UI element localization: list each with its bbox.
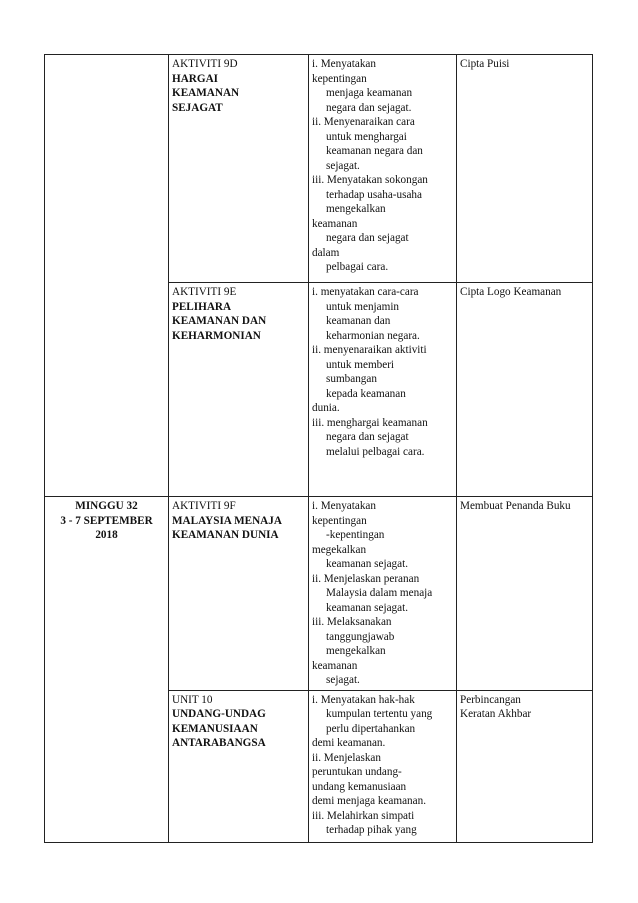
objectives-cell [309, 690, 457, 842]
objective-line: iii. menghargai keamanan [312, 416, 428, 429]
activity-cell [169, 283, 309, 497]
objective-line: sejagat. [326, 674, 360, 686]
objective-line: mengekalkan [326, 645, 386, 657]
objective-line: dalam [312, 246, 340, 259]
activity-title: KEAMANAN [172, 87, 240, 99]
objective-line: untuk memberi [326, 358, 395, 371]
objective-line: sejagat. [326, 159, 360, 172]
objective-line: i. Menyatakan [312, 500, 376, 512]
activity-title: KEMANUSIAAN [172, 722, 258, 735]
activity-code: AKTIVITI 9D [172, 58, 238, 70]
objective-line: negara dan sejagat. [326, 101, 412, 114]
objective-line: -kepentingan [326, 529, 385, 541]
objective-line: peruntukan undang- [312, 766, 402, 778]
objective-line: i. menyatakan cara-cara [312, 286, 419, 298]
objective-line: iii. Melaksanakan [312, 616, 392, 628]
objective-line: keamanan sejagat. [326, 601, 408, 614]
objective-line: dunia. [312, 402, 340, 414]
activity-title: PELIHARA [172, 300, 232, 313]
activity-title: MALAYSIA MENAJA [172, 514, 282, 527]
objective-line: tanggungjawab [326, 630, 395, 643]
lesson-plan-table [44, 54, 593, 843]
activity-title: UNDANG-UNDAG [172, 708, 266, 720]
objective-line: ii. Menjelaskan [312, 751, 381, 764]
task-label: Cipta Logo Keamanan [460, 286, 562, 298]
objective-line: terhadap usaha-usaha [326, 188, 422, 201]
task-cell [457, 690, 593, 842]
objective-line: mengekalkan [326, 203, 386, 215]
objective-line: keamanan negara dan [326, 145, 423, 157]
objective-line: megekalkan [312, 543, 367, 556]
objective-line: keamanan [312, 217, 358, 230]
objective-line: iii. Melahirkan simpati [312, 809, 415, 822]
activity-cell [169, 497, 309, 691]
objective-line: melalui pelbagai cara. [326, 445, 425, 458]
table-row [45, 497, 593, 691]
objective-line: kepada keamanan [326, 387, 406, 400]
objective-line: iii. Menyatakan sokongan [312, 174, 428, 186]
activity-code: UNIT 10 [172, 693, 213, 706]
objective-line: ii. menyenaraikan aktiviti [312, 344, 427, 356]
activity-code: AKTIVITI 9F [172, 500, 236, 512]
task-cell [457, 283, 593, 497]
activity-title: HARGAI [172, 72, 218, 85]
task-label: Perbincangan [460, 693, 521, 706]
activity-title: KEAMANAN DAN [172, 315, 267, 327]
objective-line: sumbangan [326, 373, 377, 385]
objective-line: kepentingan [312, 514, 367, 527]
objective-line: keharmonian negara. [326, 329, 420, 342]
task-label: Cipta Puisi [460, 58, 510, 70]
task-cell [457, 497, 593, 691]
objective-line: ii. Menyenaraikan cara [312, 116, 415, 128]
objective-line: negara dan sejagat [326, 431, 409, 443]
week-label: MINGGU 32 [75, 500, 138, 512]
activity-title: KEHARMONIAN [172, 329, 261, 342]
objective-line: pelbagai cara. [326, 261, 389, 273]
objectives-cell [309, 55, 457, 283]
week-dates: 3 - 7 SEPTEMBER [60, 514, 153, 527]
activity-code: AKTIVITI 9E [172, 286, 237, 298]
objective-line: negara dan sejagat [326, 232, 409, 244]
objective-line: keamanan sejagat. [326, 558, 408, 570]
objective-line: ii. Menjelaskan peranan [312, 572, 420, 585]
activity-title: SEJAGAT [172, 101, 223, 114]
objective-line: undang kemanusiaan [312, 780, 407, 793]
objectives-cell [309, 283, 457, 497]
week-year: 2018 [95, 529, 118, 541]
task-label: Keratan Akhbar [460, 708, 532, 720]
week-cell [45, 497, 169, 843]
objective-line: kumpulan tertentu yang [326, 708, 433, 720]
objective-line: demi menjaga keamanan. [312, 795, 426, 807]
activity-cell [169, 690, 309, 842]
objective-line: Malaysia dalam menaja [326, 587, 433, 599]
activity-cell [169, 55, 309, 283]
objective-line: i. Menyatakan hak-hak [312, 693, 415, 706]
week-cell [45, 55, 169, 497]
objective-line: keamanan dan [326, 315, 391, 327]
task-cell [457, 55, 593, 283]
objective-line: i. Menyatakan [312, 58, 376, 70]
objectives-cell [309, 497, 457, 691]
objective-line: menjaga keamanan [326, 87, 413, 99]
objective-line: untuk menjamin [326, 300, 400, 313]
task-label: Membuat Penanda Buku [460, 500, 571, 512]
table-row [45, 55, 593, 283]
objective-line: keamanan [312, 659, 358, 672]
objective-line: terhadap pihak yang [326, 824, 417, 836]
objective-line: demi keamanan. [312, 737, 386, 749]
activity-title: KEAMANAN DUNIA [172, 529, 279, 541]
activity-title: ANTARABANGSA [172, 737, 266, 749]
objective-line: perlu dipertahankan [326, 722, 416, 735]
objective-line: kepentingan [312, 72, 367, 85]
objective-line: untuk menghargai [326, 130, 407, 143]
